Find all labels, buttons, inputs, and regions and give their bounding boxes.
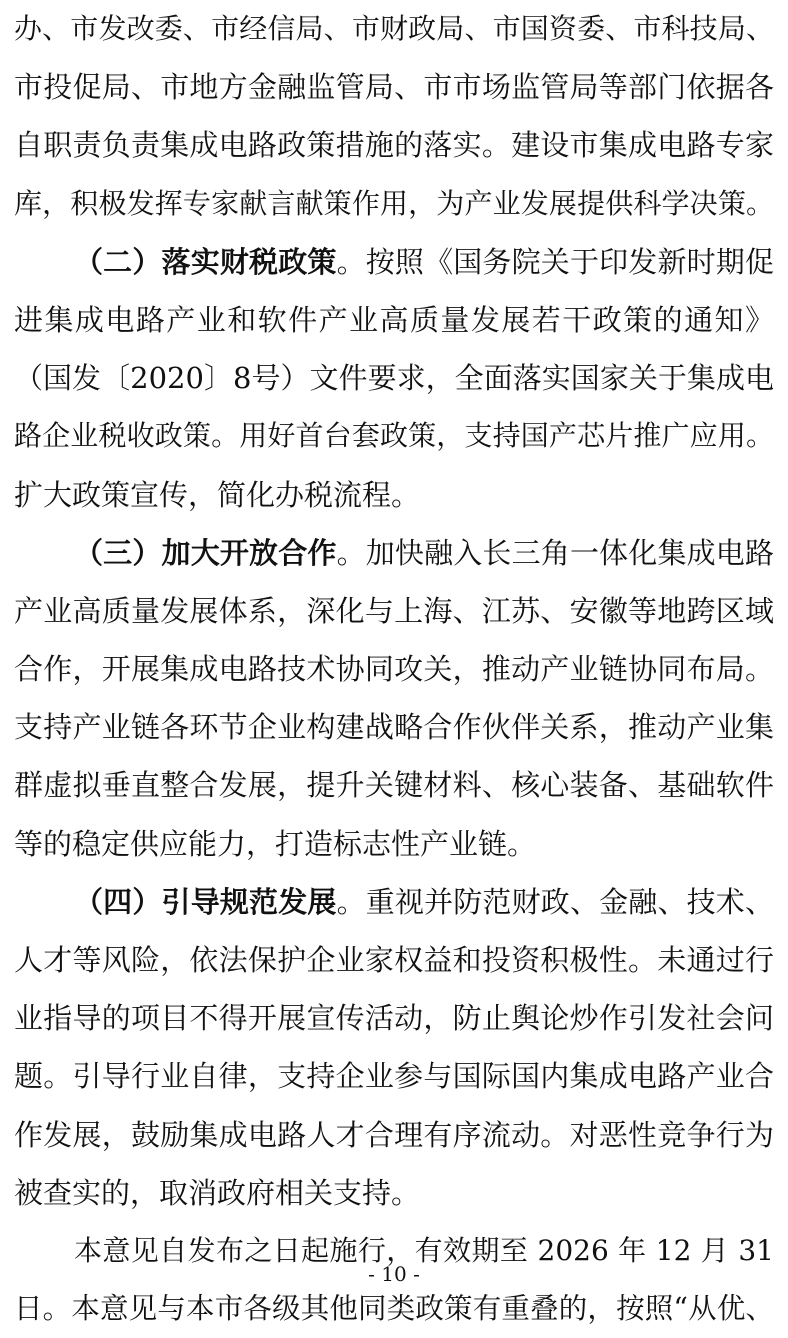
paragraph-first-line bbox=[14, 524, 774, 582]
text-line: 库，积极发挥专家献言献策作用，为产业发展提供科学决策。 bbox=[14, 186, 774, 220]
text-line: 自职责负责集成电路政策措施的落实。建设市集成电路专家 bbox=[14, 128, 774, 163]
text-run: 。按照《国务院关于印发新时期促 bbox=[336, 244, 774, 279]
text-line: 扩大政策宣传，简化办税流程。 bbox=[14, 477, 421, 512]
text-line: （国发〔2020〕8号）文件要求，全面落实国家关于集成电 bbox=[14, 361, 774, 396]
text-run: 。重视并防范财政、金融、技术、 bbox=[336, 884, 774, 919]
text-line: 作发展，鼓励集成电路人才合理有序流动。对恶性竞争行为 bbox=[14, 1117, 774, 1152]
text-line: 人才等风险，依法保护企业家权益和投资积极性。未通过行 bbox=[14, 943, 774, 977]
text-line: 市投促局、市地方金融监管局、市市场监管局等部门依据各 bbox=[14, 70, 774, 105]
text-line: 题。引导行业自律，支持企业参与国际国内集成电路产业合 bbox=[14, 1059, 774, 1094]
text-line: 产业高质量发展体系，深化与上海、江苏、安徽等地跨区域 bbox=[14, 593, 774, 628]
paragraph-first-line bbox=[14, 873, 774, 931]
section-heading: （四）引导规范发展 bbox=[74, 884, 337, 919]
text-line: 等的稳定供应能力，打造标志性产业链。 bbox=[14, 826, 537, 861]
text-line: 办、市发改委、市经信局、市财政局、市国资委、市科技局、 bbox=[14, 12, 774, 45]
paragraph-first-line: 本意见自发布之日起施行，有效期至 2026 年 12 月 31 bbox=[74, 1233, 774, 1267]
text-line: 合作，开展集成电路技术协同攻关，推动产业链协同布局。 bbox=[14, 652, 774, 687]
text-line: 日。本意见与本市各级其他同类政策有重叠的，按照“从优、 bbox=[14, 1292, 774, 1326]
text-line: 路企业税收政策。用好首台套政策，支持国产芯片推广应用。 bbox=[14, 419, 774, 453]
page-number: - 10 - bbox=[368, 1262, 420, 1286]
text-line: 支持产业链各环节企业构建战略合作伙伴关系，推动产业集 bbox=[14, 710, 774, 745]
paragraph-first-line bbox=[14, 233, 774, 291]
section-heading: （三）加大开放合作 bbox=[74, 535, 337, 570]
body-text bbox=[14, 0, 774, 1338]
text-line: 群虚拟垂直整合发展，提升关键材料、核心装备、基础软件 bbox=[14, 768, 774, 803]
text-run: 。加快融入长三角一体化集成电路 bbox=[336, 535, 774, 570]
text-line: 业指导的项目不得开展宣传活动，防止舆论炒作引发社会问 bbox=[14, 1001, 774, 1036]
section-heading: （二）落实财税政策 bbox=[74, 244, 337, 279]
text-line: 进集成电路产业和软件产业高质量发展若干政策的通知》 bbox=[14, 302, 774, 337]
text-line: 被查实的，取消政府相关支持。 bbox=[14, 1175, 421, 1210]
